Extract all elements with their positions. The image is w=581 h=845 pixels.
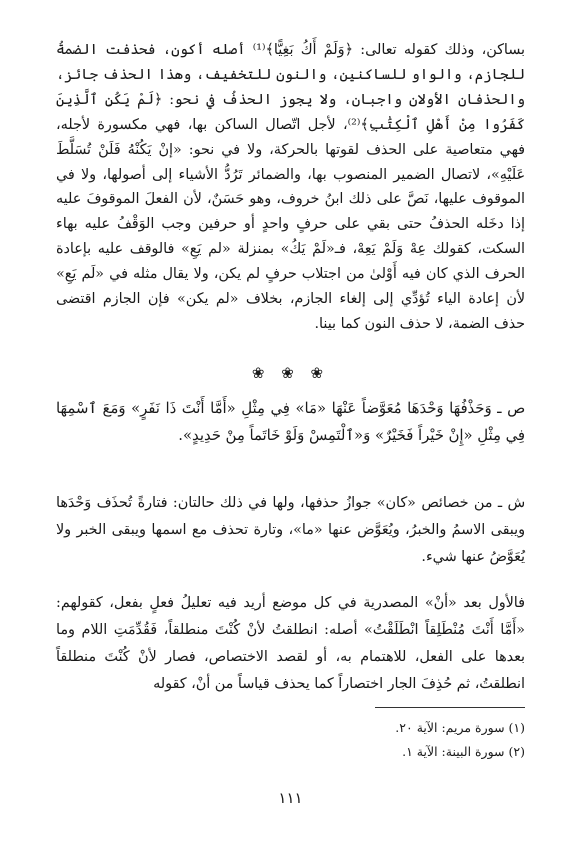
commentary-paragraph-3: فالأول بعد «أنْ» المصدرية في كل موضع أريد فيه تعليلُ فعلٍ بفعل، كقولهم: «أَمَّا أَنْتَ مُنْطَلِقاً انْطَلَقْتُ» أصله: انطلقتُ لأنْ كُنْتَ منطلقاً، فَقُدِّمَتِ اللام وما بعدها على الفعل، للاهتمام به، أو لقصد الاختصاص، فصار لأنْ كُنْتَ منطلقاً انطلقتُ، ثم حُذِفَ الجار اختصاراً كما يحذف قياساً من أنْ، كقوله xyxy=(56,595,525,692)
footnote-separator xyxy=(375,707,525,708)
footnote-2: (٢) سورة البينة: الآية ١. xyxy=(402,744,525,759)
matn-text: ص ـ وَحَذْفُهَا وَحْدَهَا مُعَوَّضاً عَنْهَا «مَا» فِي مِثْلِ «أَمَّا أَنْتَ ذَا نَفَرٍ» وَمَعَ ٱسْمِهَا فِي مِثْلِ «إِنْ خَيْراً فَخَيْرٌ» وَ«ٱلْتَمِسْ وَلَوْ خَاتَماً مِنْ حَدِيدٍ». xyxy=(56,400,525,444)
commentary-paragraph-1: بساكن، وذلك كقوله تعالى: ﴿وَلَمْ أَكُ بَغِيًّا﴾⁽¹⁾ أصله أكون، فحذفت الضمةُ للجازم، والواو للساكنين، والنون للتخفيف، وهذا الحذف جائز، والحذفان الأولان واجبان، ولا يجوز الحذفُ في نحو: ﴿لَمْ يَكُنِ ٱلَّذِينَ كَفَرُوا مِنْ أَهْلِ ٱلْكِتَٰبِ﴾⁽²⁾، لأجل اتّصال الساكن بها، فهي مكسورة لأجله، فهي متعاصية على الحذف لقوتها بالحركة، ولا في نحو: «إنْ يَكُنْهُ فَلَنْ تُسَلَّطَ عَلَيْهِ»، لاتصال الضمير المنصوب بها، والضمائر تَرُدُّ الأشياء إلى أصولها، ولا في الموقوف عليها، نَصَّ على ذلك ابنُ خروف، وهو حَسَنٌ، لأن الفعلَ الموقوفَ عليه إذا دخَله الحذفُ حتى بقي على حرفٍ واحدٍ أو حرفين وجب الوَقْفُ عليه بهاء السكت، كقولك عِهْ وَلَمْ يَعِهْ، فـ«لَمْ يَكُ» بمنزلة «لم يَعِ» فالوقف عليه بإعادة الحرف الذي كان فيه أَوْلىٰ من اجتلاب حرفٍ لم يكن، ولا يقال مثله في «لَم يَعِ» لأن إعادة الياء تُؤدِّي إلى إلغاء الجازم، بخلاف «لم يكن» فإن الجازم اقتضى حذف الضمة، لا حذف النون كما بينا. xyxy=(56,42,525,332)
footnotes xyxy=(56,716,525,764)
footnote-1: (١) سورة مريم: الآية ٢٠. xyxy=(395,720,525,735)
page-number: ١١١ xyxy=(278,789,303,807)
section-divider-ornament: ❀ ❀ ❀ xyxy=(251,364,330,382)
commentary-paragraph-2: ش ـ من خصائص «كان» جوازُ حذفها، ولها في ذلك حالتان: فتارةً تُحذَف وَحْدَها ويبقى الاسمُ والخبرُ، ويُعَوَّض عنها «ما»، وتارة تحذف مع اسمها ويبقى الخبر ولا يُعَوَّضُ عنها شيء. xyxy=(56,495,525,565)
